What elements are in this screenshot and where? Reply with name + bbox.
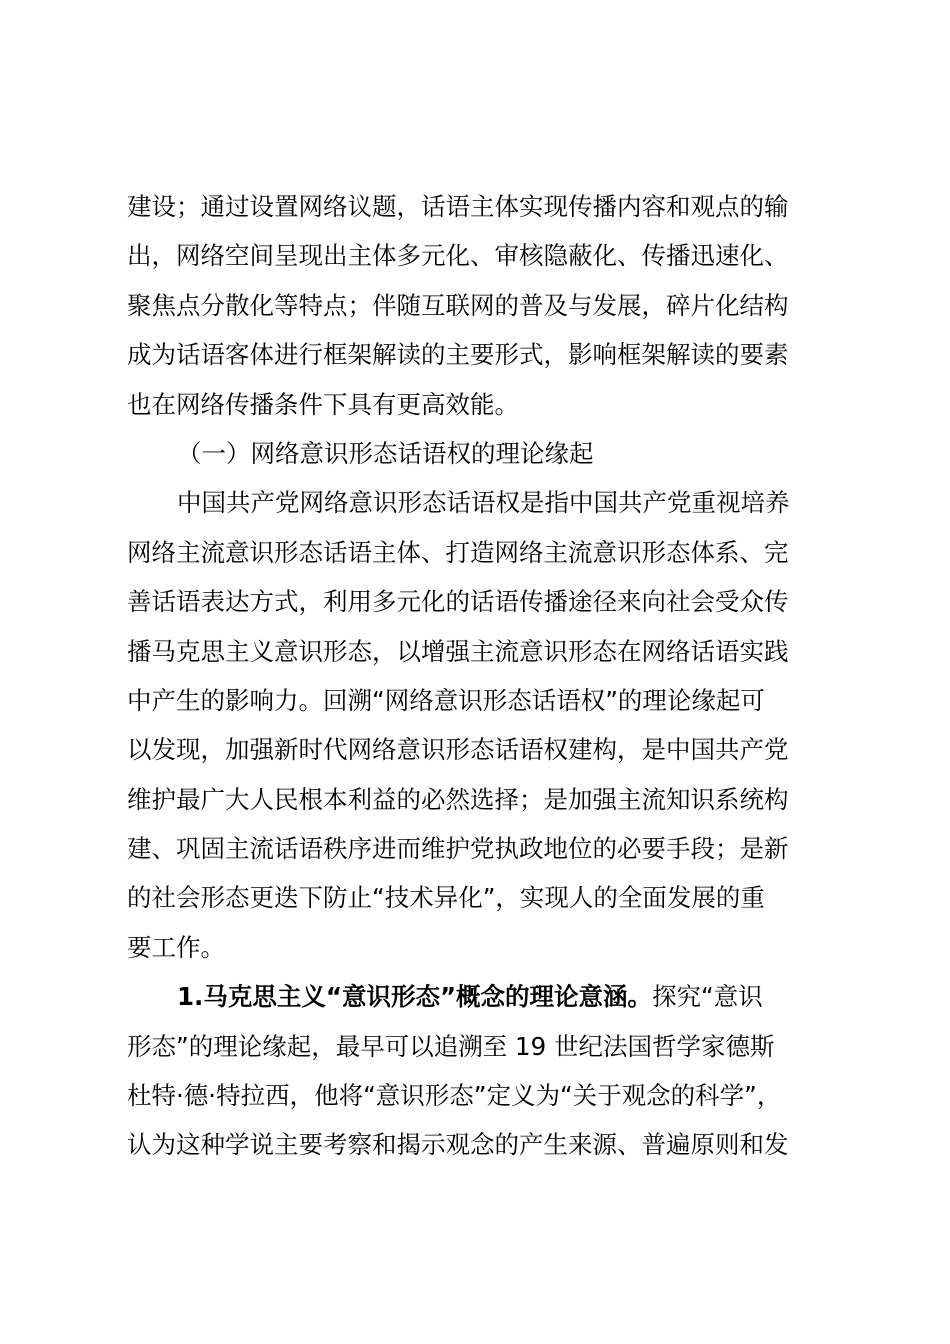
paragraph-line: 形态”的理论缘起，最早可以追溯至 19 世纪法国哲学家德斯 [127, 1031, 775, 1061]
paragraph-line: 中国共产党网络意识形态话语权是指中国共产党重视培养 [177, 488, 790, 518]
body-text [127, 182, 835, 1170]
paragraph-line: 建、巩固主流话语秩序进而维护党执政地位的必要手段；是新 [127, 834, 789, 864]
paragraph-line: 播马克思主义意识形态，以增强主流意识形态在网络话语实践 [127, 636, 789, 666]
paragraph-line: 中产生的影响力。回溯“网络意识形态话语权”的理论缘起可 [127, 685, 765, 715]
bold-subheading: 1.马克思主义“意识形态”概念的理论意涵。 [177, 982, 653, 1012]
section-heading: （一）网络意识形态话语权的理论缘起 [177, 438, 594, 468]
paragraph-line: 建设；通过设置网络议题，话语主体实现传播内容和观点的输 [127, 192, 789, 221]
paragraph-line: 杜特·德·特拉西，他将“意识形态”定义为“关于观念的科学”， [127, 1081, 782, 1111]
paragraph-line: 的社会形态更迭下防止“技术异化”，实现人的全面发展的重 [127, 883, 765, 913]
paragraph-line: 以发现，加强新时代网络意识形态话语权建构，是中国共产党 [127, 735, 789, 765]
paragraph-line: 维护最广大人民根本利益的必然选择；是加强主流知识系统构 [127, 784, 789, 814]
paragraph-line: 聚焦点分散化等特点；伴随互联网的普及与发展，碎片化结构 [127, 290, 789, 320]
paragraph-line: 成为话语客体进行框架解读的主要形式，影响框架解读的要素 [127, 340, 789, 370]
paragraph-text: 探究“意识 [652, 982, 763, 1012]
paragraph-first-line [127, 972, 835, 1021]
paragraph-line: 要工作。 [127, 932, 225, 962]
paragraph-line: 也在网络传播条件下具有更高效能。 [127, 389, 519, 419]
paragraph-line: 善话语表达方式，利用多元化的话语传播途径来向社会受众传 [127, 587, 789, 617]
paragraph-line: 网络主流意识形态话语主体、打造网络主流意识形态体系、完 [127, 537, 789, 567]
paragraph-line: 认为这种学说主要考察和揭示观念的产生来源、普遍原则和发 [127, 1130, 789, 1160]
paragraph-line: 出，网络空间呈现出主体多元化、审核隐蔽化、传播迅速化、 [127, 241, 789, 271]
